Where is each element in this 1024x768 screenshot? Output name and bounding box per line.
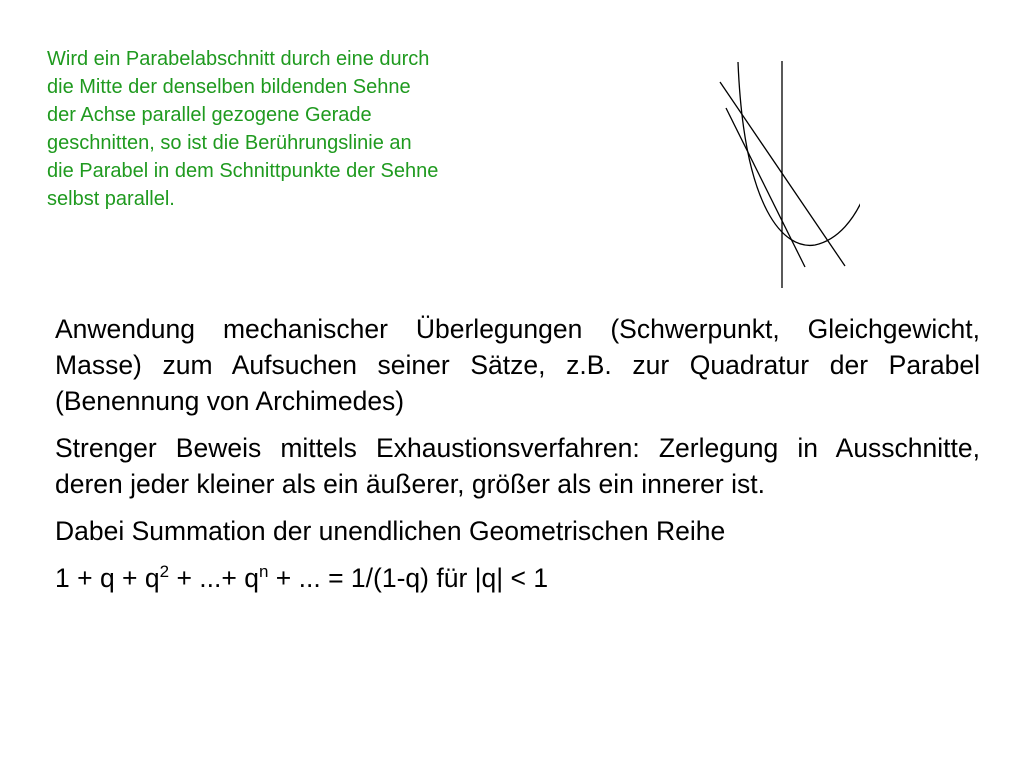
theorem-note	[47, 45, 617, 213]
formula-exponent-2: 2	[159, 562, 170, 581]
paragraph-exhaustion: Strenger Beweis mittels Exhaustionsverfahren: Zerlegung in Ausschnitte, deren jeder kleiner als ein äußerer, größer als ein innerer ist.	[55, 433, 980, 499]
parabola-curve	[738, 62, 860, 245]
formula-part-2: + ...+ q	[169, 563, 259, 593]
note-line: die Mitte der denselben bildenden Sehne	[47, 76, 411, 98]
tangent-line	[726, 108, 805, 267]
paragraph-mechanical: Anwendung mechanischer Überlegungen (Schwerpunkt, Gleichgewicht, Masse) zum Aufsuchen seiner Sätze, z.B. zur Quadratur der Parabel (Benennung von Archimedes)	[55, 314, 980, 416]
paragraph-series: Dabei Summation der unendlichen Geometrischen Reihe	[55, 516, 726, 546]
formula-part-1: 1 + q + q	[55, 563, 160, 593]
series-formula	[55, 560, 980, 596]
parabola-figure	[700, 55, 860, 290]
note-line: geschnitten, so ist die Berührungslinie an	[47, 132, 412, 154]
main-text	[55, 311, 980, 607]
formula-part-3: + ... = 1/(1-q) für |q| < 1	[268, 563, 549, 593]
formula-exponent-n: n	[258, 562, 269, 581]
note-line: der Achse parallel gezogene Gerade	[47, 104, 372, 126]
note-line: selbst parallel.	[47, 188, 175, 210]
note-line: die Parabel in dem Schnittpunkte der Sehne	[47, 160, 439, 182]
note-line: Wird ein Parabelabschnitt durch eine durch	[47, 48, 430, 70]
